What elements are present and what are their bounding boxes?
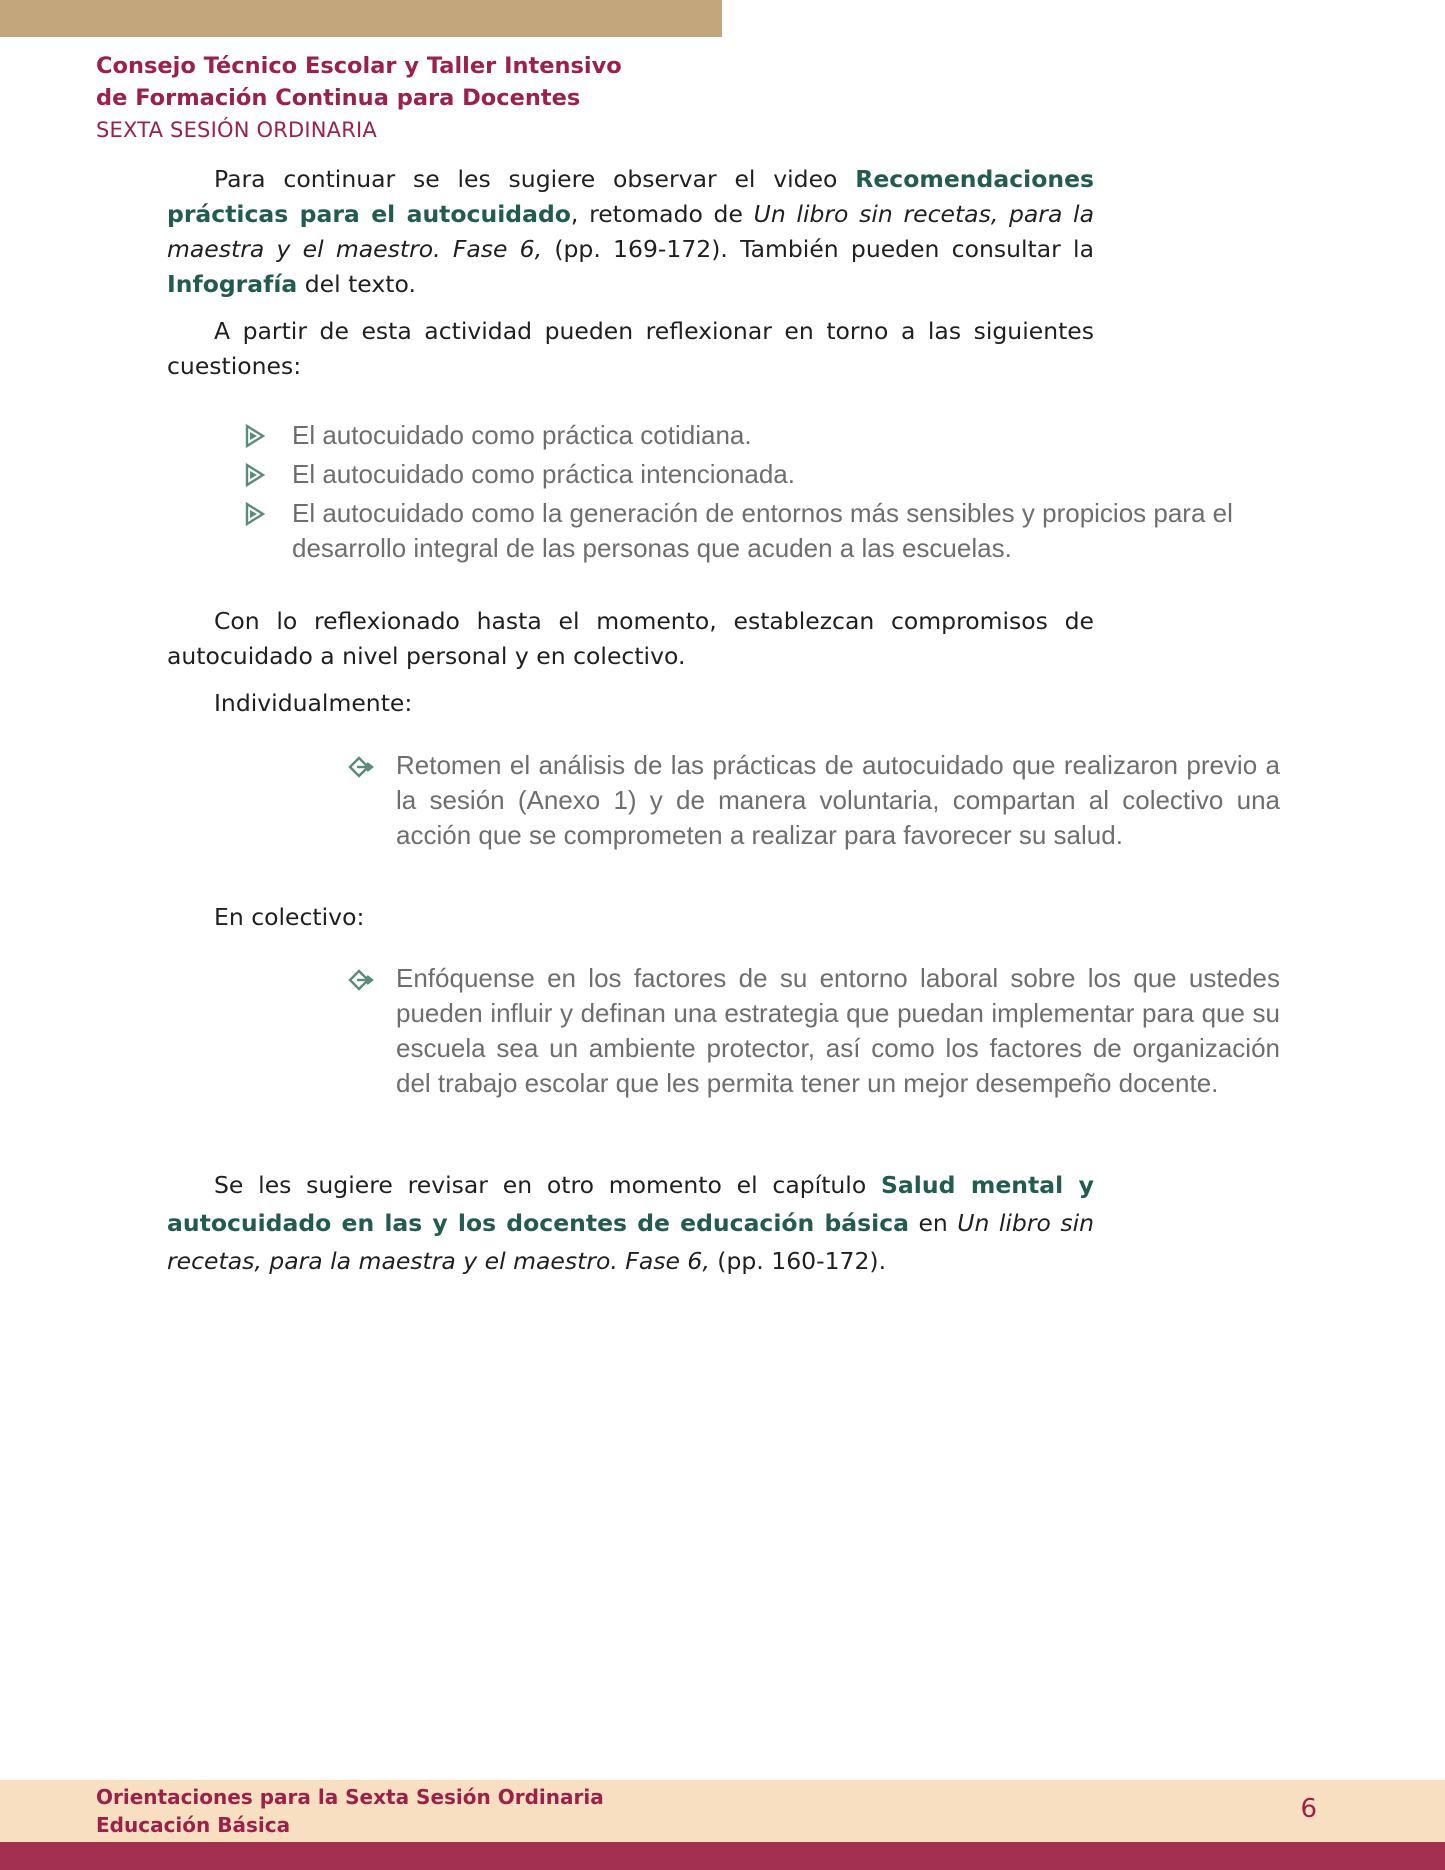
list-item bbox=[244, 418, 1280, 453]
header-session: SEXTA SESIÓN ORDINARIA bbox=[96, 118, 377, 142]
individual-item-text: Retomen el análisis de las prácticas de autocuidado que realizaron previo a la sesión (Anexo 1) y de manera voluntaria, compartan al colectivo una acción que se comprometen a realizar para favorecer su salud. bbox=[396, 750, 1280, 850]
list-item bbox=[244, 496, 1280, 566]
paragraph-video bbox=[167, 162, 1094, 302]
text: del texto. bbox=[297, 270, 416, 298]
book-title: Un libro sin recetas, para la maestra y el maestro. Fase 6, bbox=[167, 1209, 1094, 1275]
paragraph-chapter bbox=[167, 1166, 1094, 1280]
triangle-bullet-icon bbox=[244, 424, 266, 448]
book-title: Un libro sin recetas, para la maestra y el maestro. Fase 6, bbox=[167, 200, 1094, 263]
diamond-arrow-bullet-icon bbox=[348, 756, 374, 778]
text: , retomado de bbox=[570, 200, 754, 228]
question-text: El autocuidado como práctica cotidiana. bbox=[292, 420, 752, 450]
question-text: El autocuidado como la generación de entornos más sensibles y propicios para el desarrollo integral de las personas que acuden a las escuelas. bbox=[292, 498, 1233, 563]
footer-line1: Orientaciones para la Sexta Sesión Ordinaria bbox=[96, 1785, 604, 1809]
individual-list bbox=[348, 748, 1280, 853]
text: (pp. 160-172). bbox=[709, 1247, 887, 1275]
header-title-line2: de Formación Continua para Docentes bbox=[96, 85, 581, 111]
link-video-title[interactable]: Recomendaciones prácticas para el autocuidado bbox=[167, 165, 1094, 228]
question-text: El autocuidado como práctica intencionada. bbox=[292, 459, 795, 489]
paragraph-reflect bbox=[167, 314, 1094, 384]
text: Se les sugiere revisar en otro momento el capítulo bbox=[214, 1171, 881, 1199]
text: Para continuar se les sugiere observar el video bbox=[214, 165, 856, 193]
link-infografia[interactable]: Infografía bbox=[167, 270, 298, 298]
label-individual: Individualmente: bbox=[214, 689, 413, 717]
list-item bbox=[244, 457, 1280, 492]
questions-list bbox=[244, 418, 1280, 570]
text: A partir de esta actividad pueden reflexionar en torno a las siguientes cuestiones: bbox=[167, 317, 1094, 380]
diamond-arrow-bullet-icon bbox=[348, 969, 374, 991]
text: Con lo reflexionado hasta el momento, establezcan compromisos de autocuidado a nivel personal y en colectivo. bbox=[167, 607, 1094, 670]
page-number: 6 bbox=[1300, 1794, 1317, 1824]
footer-text bbox=[96, 1780, 604, 1839]
collective-list bbox=[348, 961, 1280, 1101]
footer-line2: Educación Básica bbox=[96, 1813, 291, 1837]
triangle-bullet-icon bbox=[244, 463, 266, 487]
label-collective: En colectivo: bbox=[214, 903, 365, 931]
text: en bbox=[908, 1209, 958, 1237]
paragraph-commitments bbox=[167, 604, 1094, 674]
collective-item-text: Enfóquense en los factores de su entorno laboral sobre los que ustedes pueden influir y definan una estrategia que puedan implementar para que su escuela sea un ambiente protector, así como los factores de organización del trabajo escolar que les permita tener un mejor desempeño docente. bbox=[396, 963, 1280, 1098]
triangle-bullet-icon bbox=[244, 502, 266, 526]
text: (pp. 169-172). También pueden consultar la bbox=[542, 235, 1094, 263]
document-header bbox=[96, 50, 736, 146]
bottom-decor-bar bbox=[0, 1842, 1445, 1870]
list-item bbox=[348, 748, 1280, 853]
link-chapter-title[interactable]: Salud mental y autocuidado en las y los docentes de educación básica bbox=[167, 1171, 1095, 1237]
list-item bbox=[348, 961, 1280, 1101]
top-decor-bar bbox=[0, 0, 722, 37]
header-title-line1: Consejo Técnico Escolar y Taller Intensivo bbox=[96, 53, 622, 79]
